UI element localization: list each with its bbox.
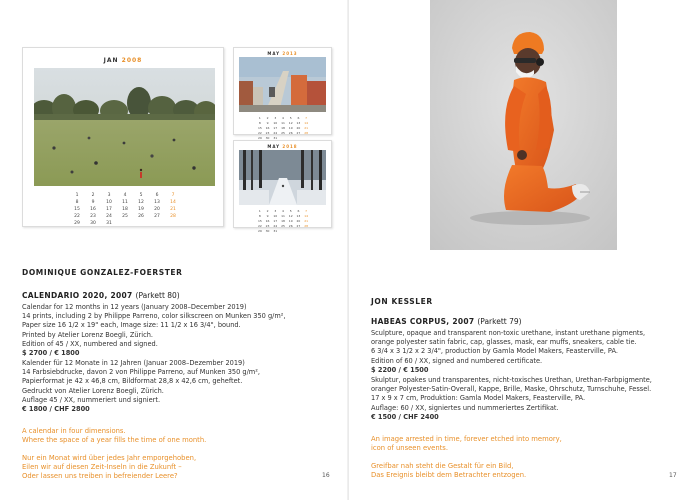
park-landscape-image [34,68,215,186]
calendar-day: 29 [257,229,262,233]
calendar-day: 27 [296,224,301,228]
calendar-day: 11 [281,121,285,125]
calendar-day: 13 [154,200,160,205]
calendar-day: 7 [305,116,308,120]
calendar-day: 30 [90,221,96,226]
page-number: 17 [669,472,677,479]
calendar-day: 12 [138,200,144,205]
calendar-day: 24 [273,224,278,228]
calendar-day: 15 [257,126,262,130]
calendar-day: 1 [75,193,79,198]
description-line: Auflage: 60 / XX, signiertes und nummeriertes Zertifikat. [371,403,559,412]
calendar-day: 10 [273,121,278,125]
kneeling-figure-image [430,0,617,250]
price-german: € 1800 / CHF 2800 [22,405,90,414]
calendar-large-days [69,193,181,226]
winter-forest-image [239,150,326,205]
calendar-day: 5 [139,193,143,198]
quote-line: Oder lassen uns treiben in befreiender Leere? [22,472,178,481]
calendar-day: 13 [296,214,301,218]
calendar-day: 24 [273,131,278,135]
calendar-day: 28 [304,224,309,228]
calendar-day: 23 [265,131,270,135]
parkett-issue: (Parkett 80) [135,291,180,300]
calendar-small-top [233,47,332,140]
description-line: Gedruckt von Atelier Lorenz Boegli, Zürich. [22,386,164,395]
quote-line: Nur ein Monat wird über jedes Jahr emporgehoben, [22,454,197,462]
description-line: 6 3/4 x 3 1/2 x 2 3/4", production by Gamla Model Makers, Feasterville, PA. [371,347,618,356]
calendar-day: 3 [274,116,277,120]
parkett-issue: (Parkett 79) [477,317,522,326]
description-line: Edition of 60 / XX, signed and numbered certificate. [371,356,543,365]
calendar-day: 17 [273,126,278,130]
calendar-small-top-days [256,116,310,140]
description-line: oranger Polyester-Satin-Overall, Kappe, Brille, Maske, Ohrschutz, Turnschuhe, Fessel. [371,385,652,394]
price-english: $ 2200 / € 1500 [371,365,429,374]
quote-english [371,435,562,453]
calendar-day: 26 [138,214,144,219]
page-number: 16 [322,472,330,479]
description-line: orange polyester satin fabric, cap, glasses, mask, ear muffs, sneakers, cable tie. [371,338,637,347]
calendar-day: 21 [304,126,309,130]
calendar-day: 24 [106,214,112,219]
calendar-day: 4 [123,193,127,198]
calendar-day: 9 [266,121,269,125]
calendar-day: 30 [265,229,270,233]
calendar-day: 18 [281,219,285,223]
calendar-day: 5 [289,209,292,213]
calendar-day: 19 [288,219,293,223]
calendar-day: 18 [122,207,128,212]
description-english [22,303,342,358]
sculpture-photo [430,0,617,250]
quote-english [22,427,206,445]
price-english: $ 2700 / € 1800 [22,349,80,358]
description-line: 14 prints, including 2 by Philippe Parreno, color silkscreen on Munken 350 g/m², [22,312,286,321]
quote-line: Das Ereignis bleibt dem Betrachter entzogen. [371,471,527,480]
description-line: Printed by Atelier Lorenz Boegli, Zürich. [22,330,153,339]
calendar-day: 17 [273,219,278,223]
calendar-day: 14 [170,200,176,205]
calendar-day: 11 [281,214,285,218]
calendar-day: 7 [171,193,175,198]
description-line: Paper size 16 1/2 x 19" each, Image size: 11 1/2 x 16 3/4", bound. [22,321,241,330]
description-line: Auflage 45 / XX, nummeriert und signiert. [22,395,161,404]
calendar-day: 13 [296,121,301,125]
calendar-large-month: JAN 2008 [103,57,143,64]
calendar-day: 22 [257,224,262,228]
calendar-day: 2 [266,209,269,213]
work-title [371,317,522,326]
calendar-day: 16 [265,219,270,223]
description-line: 17 x 9 x 7 cm, Produktion: Gamla Model Makers, Feasterville, PA. [371,394,586,403]
calendar-day: 19 [138,207,144,212]
calendar-day: 22 [74,214,80,219]
calendar-day: 18 [281,126,285,130]
calendar-day: 31 [273,136,278,140]
calendar-day: 10 [273,214,278,218]
work-title [22,291,180,300]
calendar-day: 9 [91,200,95,205]
calendar-day: 27 [296,131,301,135]
calendar-day: 25 [281,224,285,228]
quote-line: Greifbar nah steht die Gestalt für ein Bild, [371,462,514,470]
calendar-small-top-photo [239,57,326,112]
calendar-day: 11 [122,200,128,205]
calendar-day: 15 [74,207,80,212]
quote-line: A calendar in four dimensions. [22,427,126,435]
calendar-day: 20 [296,219,301,223]
quote-line: An image arrested in time, forever etched into memory, [371,435,562,443]
calendar-large [22,47,224,227]
calendar-day: 6 [155,193,159,198]
calendar-day: 31 [106,221,112,226]
calendar-day: 28 [170,214,176,219]
calendar-day: 3 [107,193,111,198]
quote-line: Where the space of a year fills the time of one month. [22,436,207,445]
calendar-day: 31 [273,229,278,233]
description-line: Skulptur, opakes und transparentes, nicht-toxisches Urethan, Urethan-Farbpigmente, [371,376,652,384]
calendar-day: 1 [258,209,261,213]
calendar-day: 5 [289,116,292,120]
calendar-day: 2 [91,193,95,198]
description-line: Calendar for 12 months in 12 years (January 2008–December 2019) [22,303,247,311]
calendar-day: 9 [266,214,269,218]
quote-line: icon of unseen events. [371,444,449,453]
calendar-day: 16 [90,207,96,212]
calendar-day: 29 [74,221,80,226]
calendar-day: 7 [305,209,308,213]
calendar-day: 23 [265,224,270,228]
calendar-day: 4 [282,116,284,120]
description-line: Sculpture, opaque and transparent non-toxic urethane, instant urethane pigments, [371,329,646,337]
calendar-day: 19 [288,126,293,130]
price-german: € 1500 / CHF 2400 [371,412,439,421]
artist-name: DOMINIQUE GONZALEZ-FOERSTER [22,268,183,277]
calendar-day: 12 [288,214,293,218]
calendar-day: 20 [296,126,301,130]
quote-german [22,454,196,482]
urban-street-image [239,57,326,112]
calendar-day: 1 [258,116,261,120]
calendar-day: 2 [266,116,269,120]
calendar-day: 8 [75,200,79,205]
calendar-day: 20 [154,207,160,212]
calendar-day: 21 [170,207,176,212]
calendar-day: 16 [265,126,270,130]
description-line: Edition of 45 / XX, numbered and signed. [22,339,158,348]
calendar-day: 29 [257,136,262,140]
artist-name: JON KESSLER [371,297,433,306]
calendar-large-photo [34,68,215,186]
calendar-day: 15 [257,219,262,223]
calendar-day: 23 [90,214,96,219]
work-title-text: CALENDARIO 2020, 2007 [22,291,133,300]
description-english [371,329,691,375]
calendar-day: 17 [106,207,112,212]
calendar-day: 25 [122,214,128,219]
calendar-day: 26 [288,131,293,135]
calendar-day: 12 [288,121,293,125]
calendar-day: 6 [297,116,300,120]
calendar-small-bottom-photo [239,150,326,205]
calendar-small-bottom [233,140,332,233]
calendar-day: 8 [258,214,261,218]
right-page [349,0,698,500]
quote-line: Eilen wir auf diesen Zeit-Inseln in die Zukunft – [22,463,182,472]
calendar-small-bottom-days [256,209,310,233]
calendar-day: 6 [297,209,300,213]
work-title-text: HABEAS CORPUS, 2007 [371,317,475,326]
calendar-day: 8 [258,121,261,125]
calendar-day: 4 [282,209,284,213]
calendar-day: 27 [154,214,160,219]
description-line: Papierformat je 42 x 46,8 cm, Bildformat 28,8 x 42,6 cm, geheftet. [22,377,243,386]
description-line: Kalender für 12 Monate in 12 Jahren (Januar 2008–Dezember 2019) [22,359,245,367]
calendar-small-top-month: MAY 2013 [267,51,298,56]
calendar-small-bottom-month: MAY 2018 [267,144,298,149]
calendar-day: 30 [265,136,270,140]
calendar-day: 14 [304,214,309,218]
calendar-day: 25 [281,131,285,135]
description-german [22,359,342,414]
calendar-day: 21 [304,219,309,223]
description-german [371,376,691,422]
calendar-day: 3 [274,209,277,213]
calendar-day: 26 [288,224,293,228]
quote-german [371,462,526,480]
description-line: 14 Farbsiebdrucke, davon 2 von Philippe Parreno, auf Munken 350 g/m², [22,368,260,377]
calendar-day: 14 [304,121,309,125]
calendar-day: 22 [257,131,262,135]
calendar-day: 10 [106,200,112,205]
calendar-day: 28 [304,131,309,135]
